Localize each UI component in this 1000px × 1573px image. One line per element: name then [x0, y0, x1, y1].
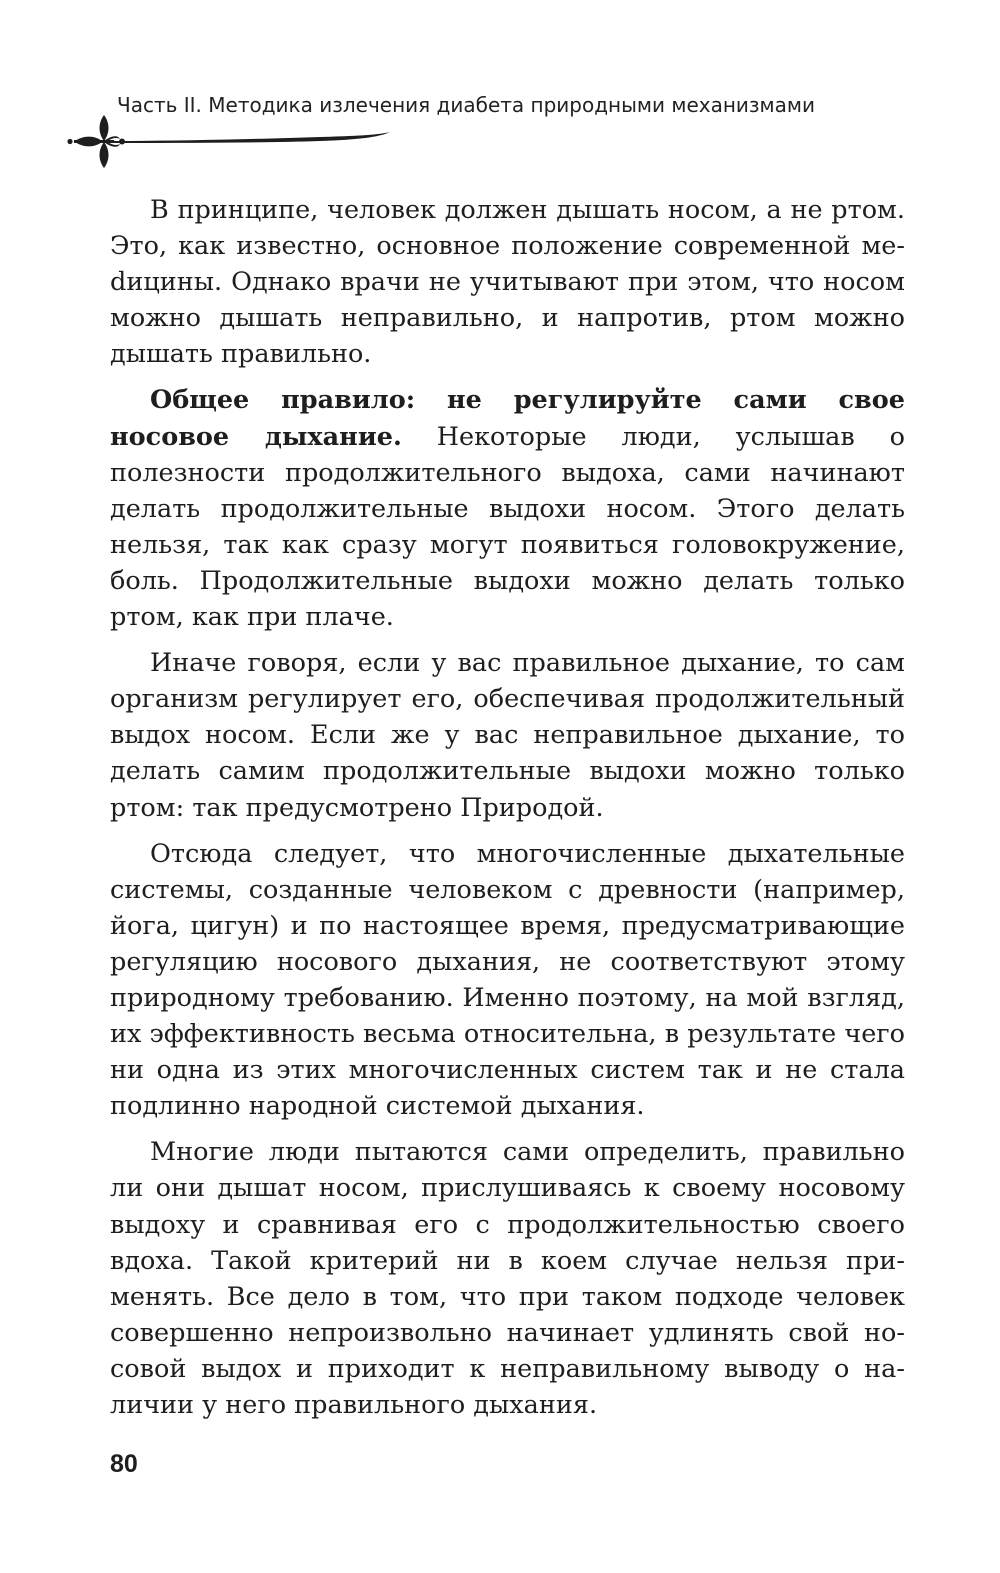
paragraph-1 [110, 192, 905, 372]
paragraph-5-text: Многие люди пытаются сами определить, правильно ли они дышат носом, прислушиваясь к своему носовому выдоху и сравнивая его с продолжительностью своего вдоха. Такой критерий ни в коем случае нельзя применять. Все дело в том, что при таком подходе человек совершенно непроизвольно начинает удлинять свой носовой выдох и приходит к неправильному выводу о наличии у него правильного дыхания. [110, 1137, 905, 1420]
running-head: Часть II. Методика излечения диабета природными механизмами [117, 93, 815, 117]
paragraph-4 [110, 836, 905, 1125]
page-number: 80 [110, 1450, 138, 1478]
body-text [110, 192, 905, 1433]
paragraph-5 [110, 1134, 905, 1423]
paragraph-2-bold-rule: Общее правило: не регулируйте сами свое носовое дыхание. [110, 385, 905, 452]
paragraph-2 [110, 382, 905, 635]
paragraph-4-text: Отсюда следует, что многочисленные дыхательные системы, созданные человеком с древности (например, йога, цигун) и по настоящее время, предусматривающие регуляцию носового дыхания, не соответствуют этому природному требованию. Именно поэтому, на мой взгляд, их эффективность весьма относительна, в результате чего ни одна из этих многочисленных систем так и не стала подлинно народной системой дыхания. [110, 838, 905, 1122]
fleuron-ornament-icon [60, 113, 400, 169]
paragraph-1-text: В принципе, человек должен дышать носом, а не ртом. Это, как известно, основное положение современной меdицины. Однако врачи не учитывают при этом, что носом можно дышать неправильно, и напротив, ртом можно дышать правильно. [110, 195, 905, 370]
paragraph-2-text: Некоторые люди, услышав о полезности продолжительного выдоха, сами начинают делать продолжительные выдохи носом. Этого делать нельзя, так как сразу могут появиться головокружение, боль. Продолжительные выдохи можно делать только ртом, как при плаче. [110, 421, 906, 633]
paragraph-3 [110, 645, 905, 825]
paragraph-3-text: Иначе говоря, если у вас правильное дыхание, то сам организм регулирует его, обеспечивая продолжительный выдох носом. Если же у вас неправильное дыхание, то делать самим продолжительные выдохи можно только ртом: так предусмотрено Природой. [110, 648, 905, 823]
